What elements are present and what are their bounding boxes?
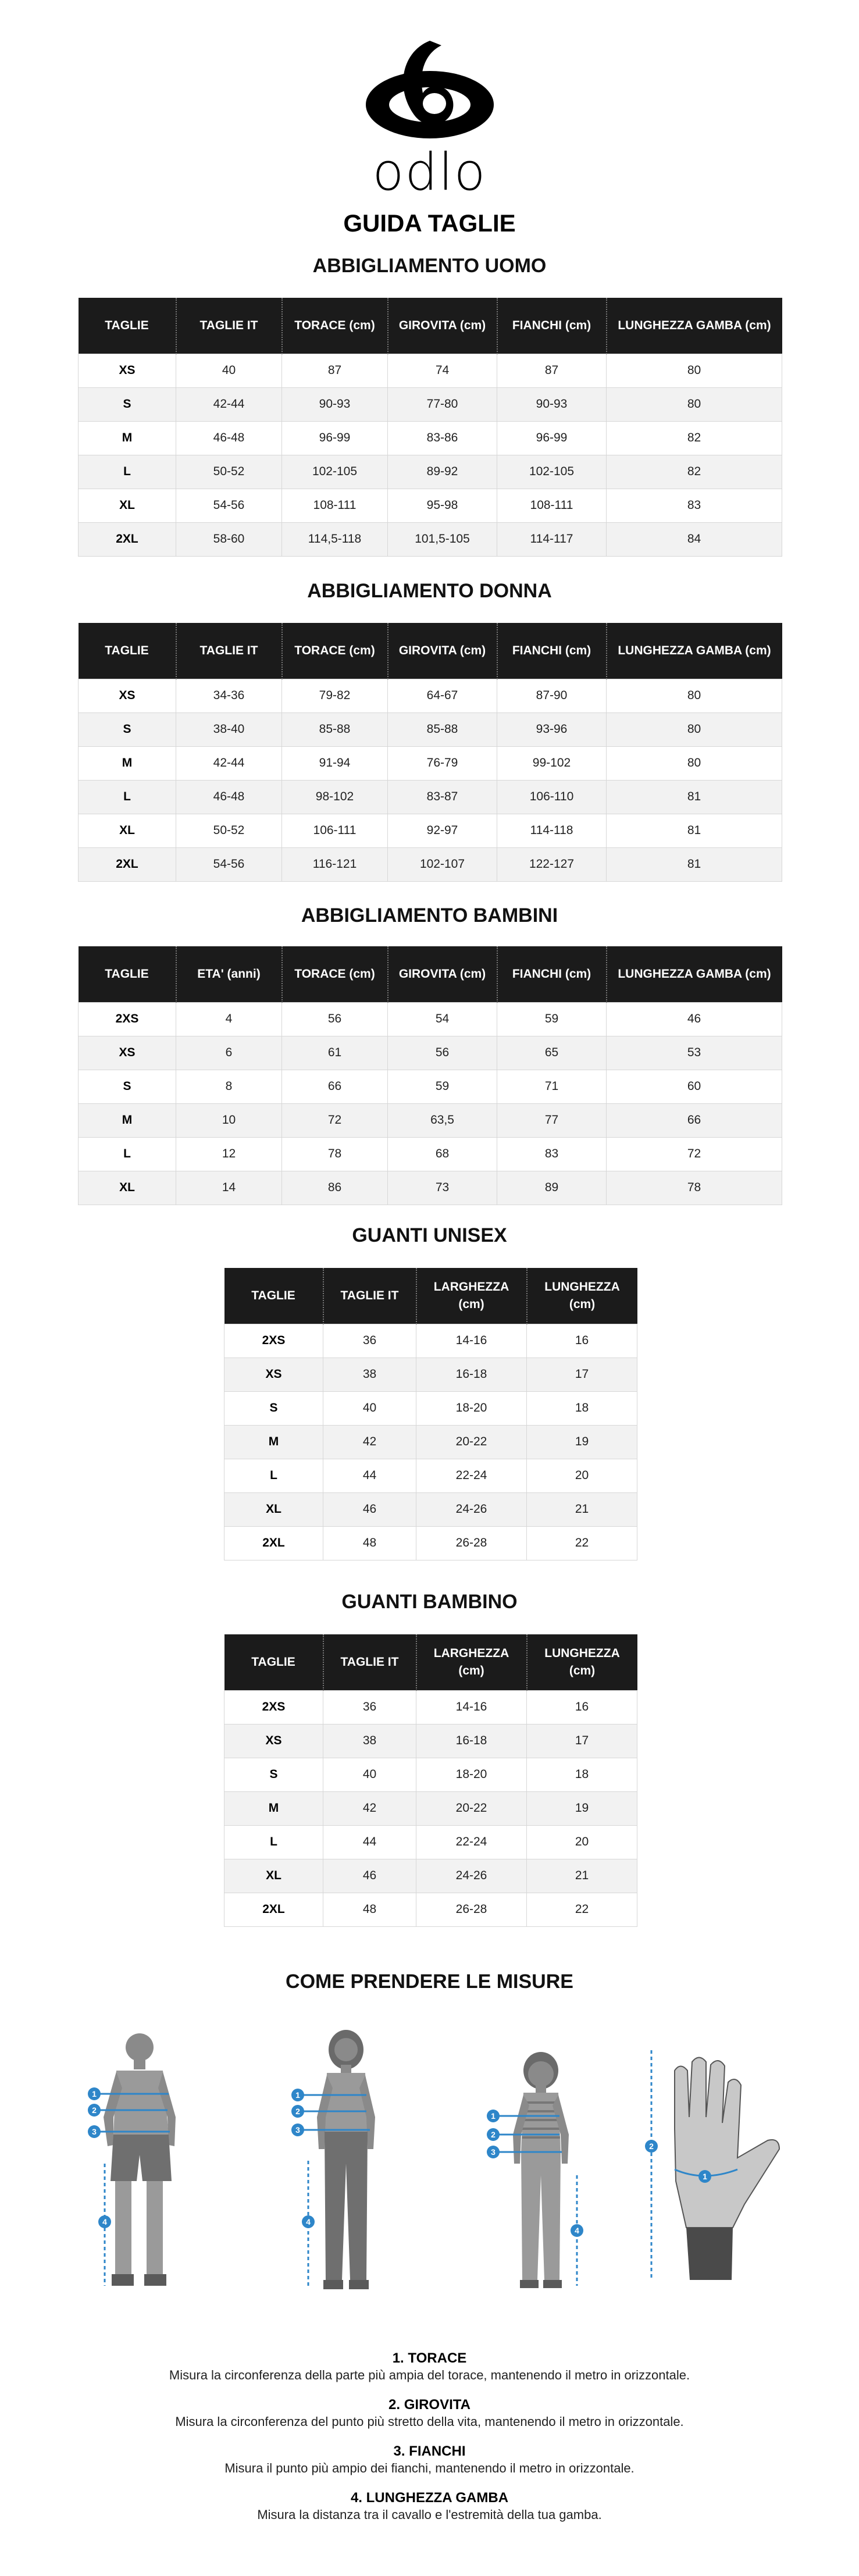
instruction-text: Misura la circonferenza del punto più stretto della vita, mantenendo il metro in orizzontale. <box>175 2414 684 2429</box>
value-cell: 68 <box>388 1137 497 1171</box>
value-cell: 46 <box>323 1492 416 1526</box>
value-cell: 44 <box>323 1825 416 1859</box>
column-header: LUNGHEZZA GAMBA (cm) <box>607 298 782 354</box>
value-cell: 4 <box>176 1002 282 1036</box>
value-cell: 114-118 <box>497 814 607 847</box>
size-table-men <box>78 298 782 557</box>
size-cell: XS <box>79 354 176 387</box>
table-row <box>79 712 782 746</box>
column-header: TORACE (cm) <box>282 946 388 1002</box>
value-cell: 20-22 <box>416 1425 527 1459</box>
table-row <box>224 1391 637 1425</box>
value-cell: 79-82 <box>282 679 388 712</box>
value-cell: 26-28 <box>416 1893 527 1926</box>
value-cell: 24-26 <box>416 1492 527 1526</box>
size-cell: 2XL <box>224 1893 323 1926</box>
value-cell: 91-94 <box>282 746 388 780</box>
marker-3: 3 <box>92 2127 97 2136</box>
column-header: TAGLIE IT <box>176 298 282 354</box>
section-title-women: ABBIGLIAMENTO DONNA <box>307 580 552 602</box>
section-title-men: ABBIGLIAMENTO UOMO <box>312 255 547 277</box>
value-cell: 66 <box>607 1103 782 1137</box>
size-cell: XL <box>79 1171 176 1205</box>
instruction-heading: 4. LUNGHEZZA GAMBA <box>350 2490 509 2506</box>
measurement-figures <box>0 2030 859 2321</box>
column-header: GIROVITA (cm) <box>388 623 497 679</box>
value-cell: 98-102 <box>282 780 388 814</box>
value-cell: 22-24 <box>416 1459 527 1492</box>
value-cell: 85-88 <box>388 712 497 746</box>
marker-3: 3 <box>491 2147 496 2157</box>
value-cell: 80 <box>607 387 782 421</box>
value-cell: 16-18 <box>416 1358 527 1391</box>
value-cell: 116-121 <box>282 847 388 881</box>
value-cell: 89 <box>497 1171 607 1205</box>
table-row <box>79 679 782 712</box>
value-cell: 77-80 <box>388 387 497 421</box>
value-cell: 101,5-105 <box>388 522 497 556</box>
value-cell: 12 <box>176 1137 282 1171</box>
value-cell: 76-79 <box>388 746 497 780</box>
instruction-waist <box>0 2396 859 2430</box>
value-cell: 95-98 <box>388 489 497 522</box>
column-header: FIANCHI (cm) <box>497 623 607 679</box>
column-header: TAGLIE <box>79 946 176 1002</box>
column-header: TORACE (cm) <box>282 623 388 679</box>
table-row <box>224 1791 637 1825</box>
value-cell: 114,5-118 <box>282 522 388 556</box>
value-cell: 46-48 <box>176 421 282 455</box>
value-cell: 34-36 <box>176 679 282 712</box>
value-cell: 56 <box>282 1002 388 1036</box>
table-row <box>224 1690 637 1724</box>
column-header: TAGLIE <box>79 298 176 354</box>
table-row <box>79 489 782 522</box>
value-cell: 16 <box>527 1324 637 1358</box>
value-cell: 72 <box>607 1137 782 1171</box>
size-cell: 2XL <box>224 1526 323 1560</box>
table-row <box>79 1137 782 1171</box>
value-cell: 22-24 <box>416 1825 527 1859</box>
value-cell: 114-117 <box>497 522 607 556</box>
size-cell: XL <box>224 1492 323 1526</box>
value-cell: 71 <box>497 1070 607 1103</box>
size-table-gloves-kids <box>224 1634 637 1927</box>
size-table-kids <box>78 946 782 1205</box>
value-cell: 50-52 <box>176 455 282 489</box>
value-cell: 22 <box>527 1526 637 1560</box>
value-cell: 21 <box>527 1492 637 1526</box>
value-cell: 48 <box>323 1893 416 1926</box>
value-cell: 85-88 <box>282 712 388 746</box>
value-cell: 56 <box>388 1036 497 1070</box>
size-cell: L <box>79 1137 176 1171</box>
value-cell: 78 <box>607 1171 782 1205</box>
column-header: FIANCHI (cm) <box>497 946 607 1002</box>
value-cell: 58-60 <box>176 522 282 556</box>
column-header: TAGLIE <box>224 1268 323 1324</box>
table-row <box>79 455 782 489</box>
value-cell: 42 <box>323 1791 416 1825</box>
value-cell: 122-127 <box>497 847 607 881</box>
marker-4: 4 <box>102 2217 107 2226</box>
value-cell: 82 <box>607 421 782 455</box>
column-header: TAGLIE IT <box>323 1268 416 1324</box>
size-cell: M <box>224 1791 323 1825</box>
value-cell: 42-44 <box>176 746 282 780</box>
value-cell: 63,5 <box>388 1103 497 1137</box>
column-header: LUNGHEZZA (cm) <box>527 1634 637 1690</box>
table-row <box>79 814 782 847</box>
column-header: TAGLIE <box>79 623 176 679</box>
value-cell: 78 <box>282 1137 388 1171</box>
value-cell: 59 <box>497 1002 607 1036</box>
value-cell: 93-96 <box>497 712 607 746</box>
size-cell: S <box>79 1070 176 1103</box>
table-row <box>224 1324 637 1358</box>
marker-1: 1 <box>92 2089 97 2098</box>
value-cell: 38 <box>323 1358 416 1391</box>
table-row <box>224 1425 637 1459</box>
value-cell: 54-56 <box>176 489 282 522</box>
value-cell: 59 <box>388 1070 497 1103</box>
size-cell: XL <box>79 814 176 847</box>
size-cell: S <box>224 1391 323 1425</box>
table-row <box>224 1492 637 1526</box>
table-header-row <box>79 298 782 354</box>
column-header: LARGHEZZA (cm) <box>416 1268 527 1324</box>
size-table-gloves-unisex <box>224 1268 637 1560</box>
value-cell: 50-52 <box>176 814 282 847</box>
column-header: TAGLIE IT <box>176 623 282 679</box>
value-cell: 44 <box>323 1459 416 1492</box>
value-cell: 40 <box>323 1391 416 1425</box>
child-figure <box>477 2030 605 2321</box>
value-cell: 82 <box>607 455 782 489</box>
size-cell: 2XL <box>79 522 176 556</box>
column-header: LUNGHEZZA GAMBA (cm) <box>607 946 782 1002</box>
value-cell: 80 <box>607 712 782 746</box>
value-cell: 46 <box>607 1002 782 1036</box>
odlo-logo-icon <box>360 35 500 145</box>
value-cell: 87 <box>497 354 607 387</box>
value-cell: 80 <box>607 679 782 712</box>
brand-logo <box>0 35 859 202</box>
column-header: FIANCHI (cm) <box>497 298 607 354</box>
instruction-heading: 1. TORACE <box>392 2350 467 2366</box>
value-cell: 38-40 <box>176 712 282 746</box>
value-cell: 102-105 <box>282 455 388 489</box>
value-cell: 60 <box>607 1070 782 1103</box>
value-cell: 46 <box>323 1859 416 1893</box>
size-cell: S <box>224 1758 323 1791</box>
value-cell: 26-28 <box>416 1526 527 1560</box>
value-cell: 106-110 <box>497 780 607 814</box>
value-cell: 18 <box>527 1758 637 1791</box>
value-cell: 96-99 <box>282 421 388 455</box>
table-header-row <box>224 1634 637 1690</box>
man-figure <box>81 2030 209 2321</box>
value-cell: 90-93 <box>282 387 388 421</box>
value-cell: 81 <box>607 847 782 881</box>
table-row <box>224 1526 637 1560</box>
size-cell: M <box>224 1425 323 1459</box>
value-cell: 108-111 <box>497 489 607 522</box>
value-cell: 74 <box>388 354 497 387</box>
value-cell: 99-102 <box>497 746 607 780</box>
table-row <box>224 1825 637 1859</box>
instruction-heading: 3. FIANCHI <box>393 2443 466 2459</box>
page-title: GUIDA TAGLIE <box>343 209 516 237</box>
size-table-women <box>78 623 782 882</box>
value-cell: 83-87 <box>388 780 497 814</box>
value-cell: 38 <box>323 1724 416 1758</box>
instruction-heading: 2. GIROVITA <box>388 2397 471 2413</box>
value-cell: 20 <box>527 1459 637 1492</box>
marker-1: 1 <box>295 2090 300 2100</box>
value-cell: 102-105 <box>497 455 607 489</box>
column-header: LUNGHEZZA GAMBA (cm) <box>607 623 782 679</box>
value-cell: 20-22 <box>416 1791 527 1825</box>
value-cell: 80 <box>607 746 782 780</box>
value-cell: 73 <box>388 1171 497 1205</box>
value-cell: 87 <box>282 354 388 387</box>
instruction-hips <box>0 2443 859 2477</box>
value-cell: 14 <box>176 1171 282 1205</box>
value-cell: 8 <box>176 1070 282 1103</box>
value-cell: 83-86 <box>388 421 497 455</box>
measure-section-title: COME PRENDERE LE MISURE <box>286 1971 573 1993</box>
instruction-chest <box>0 2350 859 2383</box>
value-cell: 77 <box>497 1103 607 1137</box>
value-cell: 42-44 <box>176 387 282 421</box>
size-cell: M <box>79 746 176 780</box>
value-cell: 10 <box>176 1103 282 1137</box>
column-header: TAGLIE IT <box>323 1634 416 1690</box>
table-row <box>79 387 782 421</box>
value-cell: 72 <box>282 1103 388 1137</box>
value-cell: 89-92 <box>388 455 497 489</box>
column-header: ETA' (anni) <box>176 946 282 1002</box>
table-row <box>224 1724 637 1758</box>
size-cell: M <box>79 1103 176 1137</box>
size-cell: XL <box>224 1859 323 1893</box>
table-row <box>79 746 782 780</box>
brand-wordmark: odlo <box>372 142 487 202</box>
value-cell: 83 <box>497 1137 607 1171</box>
table-row <box>79 354 782 387</box>
value-cell: 18-20 <box>416 1391 527 1425</box>
value-cell: 80 <box>607 354 782 387</box>
value-cell: 64-67 <box>388 679 497 712</box>
value-cell: 61 <box>282 1036 388 1070</box>
size-cell: S <box>79 712 176 746</box>
table-row <box>224 1859 637 1893</box>
value-cell: 84 <box>607 522 782 556</box>
section-title-gloves-unisex: GUANTI UNISEX <box>352 1224 507 1246</box>
section-title-kids: ABBIGLIAMENTO BAMBINI <box>301 904 558 927</box>
section-title-gloves-kids: GUANTI BAMBINO <box>341 1591 518 1613</box>
value-cell: 66 <box>282 1070 388 1103</box>
value-cell: 92-97 <box>388 814 497 847</box>
value-cell: 36 <box>323 1324 416 1358</box>
table-row <box>79 522 782 556</box>
size-cell: XS <box>224 1358 323 1391</box>
size-cell: M <box>79 421 176 455</box>
table-row <box>79 780 782 814</box>
table-header-row <box>79 623 782 679</box>
size-cell: L <box>79 455 176 489</box>
instruction-text: Misura la distanza tra il cavallo e l'estremità della tua gamba. <box>257 2507 602 2522</box>
size-cell: 2XS <box>79 1002 176 1036</box>
value-cell: 86 <box>282 1171 388 1205</box>
value-cell: 81 <box>607 780 782 814</box>
marker-2: 2 <box>92 2105 97 2115</box>
table-row <box>79 421 782 455</box>
value-cell: 18 <box>527 1391 637 1425</box>
value-cell: 21 <box>527 1859 637 1893</box>
value-cell: 53 <box>607 1036 782 1070</box>
value-cell: 108-111 <box>282 489 388 522</box>
value-cell: 54 <box>388 1002 497 1036</box>
marker-4: 4 <box>306 2217 311 2226</box>
value-cell: 14-16 <box>416 1690 527 1724</box>
value-cell: 46-48 <box>176 780 282 814</box>
woman-figure <box>285 2030 413 2321</box>
value-cell: 6 <box>176 1036 282 1070</box>
marker-3: 3 <box>295 2125 300 2135</box>
value-cell: 17 <box>527 1358 637 1391</box>
table-row <box>79 1103 782 1137</box>
value-cell: 106-111 <box>282 814 388 847</box>
size-cell: L <box>79 780 176 814</box>
marker-4: 4 <box>575 2226 579 2235</box>
size-cell: XS <box>79 1036 176 1070</box>
value-cell: 16-18 <box>416 1724 527 1758</box>
size-cell: 2XS <box>224 1690 323 1724</box>
glove-figure <box>634 2030 808 2321</box>
value-cell: 40 <box>176 354 282 387</box>
table-row <box>224 1758 637 1791</box>
value-cell: 81 <box>607 814 782 847</box>
value-cell: 20 <box>527 1825 637 1859</box>
size-cell: XS <box>224 1724 323 1758</box>
value-cell: 19 <box>527 1791 637 1825</box>
value-cell: 90-93 <box>497 387 607 421</box>
value-cell: 36 <box>323 1690 416 1724</box>
value-cell: 87-90 <box>497 679 607 712</box>
value-cell: 40 <box>323 1758 416 1791</box>
size-cell: S <box>79 387 176 421</box>
table-row <box>79 1002 782 1036</box>
value-cell: 18-20 <box>416 1758 527 1791</box>
value-cell: 24-26 <box>416 1859 527 1893</box>
value-cell: 65 <box>497 1036 607 1070</box>
value-cell: 22 <box>527 1893 637 1926</box>
instruction-leg-length <box>0 2489 859 2523</box>
table-row <box>79 1171 782 1205</box>
marker-2: 2 <box>295 2107 300 2116</box>
measurement-instructions <box>0 2350 859 2536</box>
value-cell: 54-56 <box>176 847 282 881</box>
table-header-row <box>224 1268 637 1324</box>
value-cell: 48 <box>323 1526 416 1560</box>
table-row <box>79 1070 782 1103</box>
size-cell: XL <box>79 489 176 522</box>
column-header: TORACE (cm) <box>282 298 388 354</box>
instruction-text: Misura il punto più ampio dei fianchi, mantenendo il metro in orizzontale. <box>224 2461 635 2475</box>
table-row <box>224 1459 637 1492</box>
value-cell: 42 <box>323 1425 416 1459</box>
table-header-row <box>79 946 782 1002</box>
column-header: TAGLIE <box>224 1634 323 1690</box>
size-cell: XS <box>79 679 176 712</box>
value-cell: 14-16 <box>416 1324 527 1358</box>
column-header: LARGHEZZA (cm) <box>416 1634 527 1690</box>
size-cell: L <box>224 1459 323 1492</box>
marker-2: 2 <box>491 2130 496 2139</box>
value-cell: 16 <box>527 1690 637 1724</box>
column-header: GIROVITA (cm) <box>388 298 497 354</box>
marker-2: 2 <box>649 2142 654 2151</box>
instruction-text: Misura la circonferenza della parte più ampia del torace, mantenendo il metro in orizzontale. <box>169 2368 690 2382</box>
table-row <box>79 1036 782 1070</box>
value-cell: 83 <box>607 489 782 522</box>
table-row <box>224 1893 637 1926</box>
marker-1: 1 <box>491 2111 496 2121</box>
value-cell: 19 <box>527 1425 637 1459</box>
table-row <box>79 847 782 881</box>
value-cell: 17 <box>527 1724 637 1758</box>
column-header: GIROVITA (cm) <box>388 946 497 1002</box>
table-row <box>224 1358 637 1391</box>
column-header: LUNGHEZZA (cm) <box>527 1268 637 1324</box>
value-cell: 96-99 <box>497 421 607 455</box>
size-cell: 2XS <box>224 1324 323 1358</box>
value-cell: 102-107 <box>388 847 497 881</box>
size-cell: 2XL <box>79 847 176 881</box>
marker-1: 1 <box>703 2172 707 2181</box>
size-cell: L <box>224 1825 323 1859</box>
